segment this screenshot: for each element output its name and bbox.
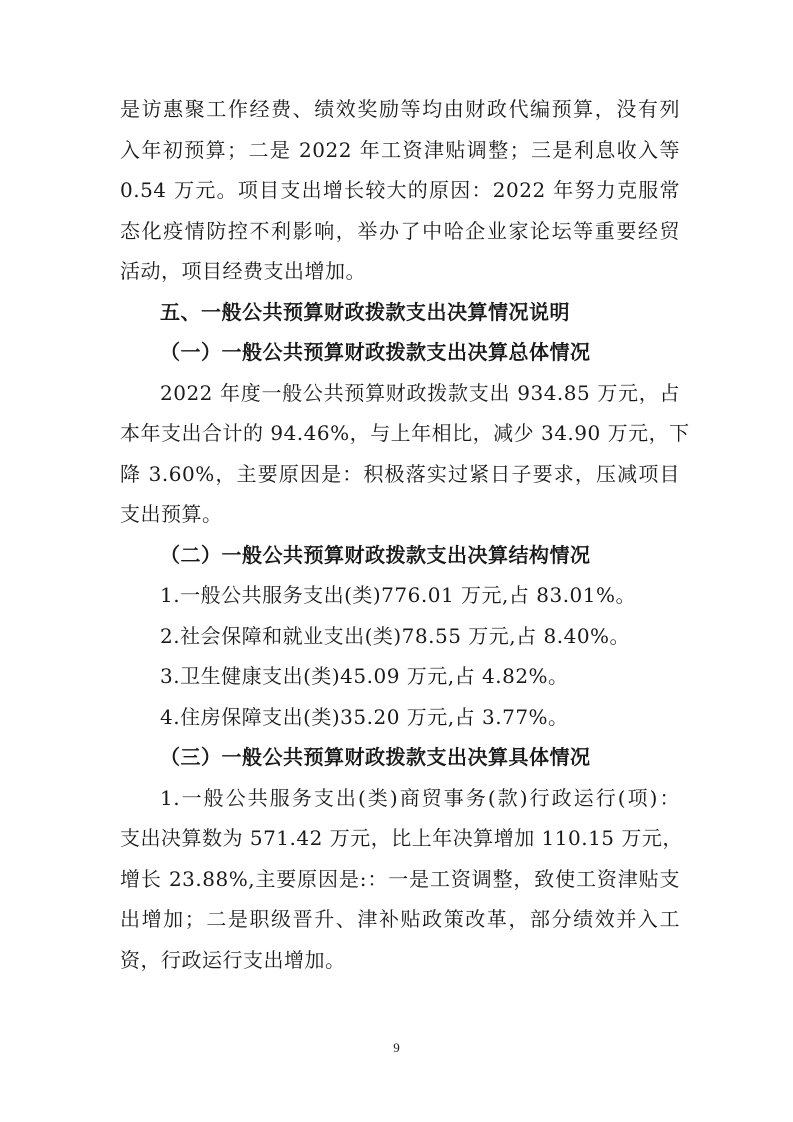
paragraph-line: 入年初预算；二是 2022 年工资津贴调整；三是利息收入等 (120, 138, 680, 162)
paragraph-line: 1.一般公共服务支出(类)商贸事务(款)行政运行(项)： (160, 786, 680, 810)
paragraph-line: 2022 年度一般公共预算财政拨款支出 934.85 万元，占 (160, 381, 680, 405)
subsection-heading: （三）一般公共预算财政拨款支出决算具体情况 (160, 745, 591, 769)
paragraph-line: 活动，项目经费支出增加。 (120, 259, 366, 283)
list-item: 3.卫生健康支出(类)45.09 万元,占 4.82%。 (160, 664, 569, 688)
paragraph-line: 支出决算数为 571.42 万元，比上年决算增加 110.15 万元， (120, 826, 683, 850)
subsection-heading: （一）一般公共预算财政拨款支出决算总体情况 (160, 340, 591, 364)
subsection-heading: （二）一般公共预算财政拨款支出决算结构情况 (160, 543, 591, 567)
paragraph-line: 支出预算。 (120, 502, 223, 526)
paragraph-line: 本年支出合计的 94.46%，与上年相比，减少 34.90 万元，下 (120, 421, 690, 445)
paragraph-line: 态化疫情防控不利影响，举办了中哈企业家论坛等重要经贸 (120, 219, 680, 243)
list-item: 1.一般公共服务支出(类)776.01 万元,占 83.01%。 (160, 583, 636, 607)
paragraph-line: 出增加；二是职级晋升、津补贴政策改革，部分绩效并入工 (120, 907, 680, 931)
section-heading: 五、一般公共预算财政拨款支出决算情况说明 (160, 300, 570, 324)
list-item: 2.社会保障和就业支出(类)78.55 万元,占 8.40%。 (160, 624, 631, 648)
paragraph-line: 降 3.60%，主要原因是：积极落实过紧日子要求，压减项目 (120, 462, 680, 486)
paragraph-line: 增长 23.88%,主要原因是:：一是工资调整，致使工资津贴支 (120, 867, 680, 891)
paragraph-line: 是访惠聚工作经费、绩效奖励等均由财政代编预算，没有列 (120, 97, 680, 121)
paragraph-line: 资，行政运行支出增加。 (120, 948, 346, 972)
paragraph-line: 0.54 万元。项目支出增长较大的原因：2022 年努力克服常 (120, 178, 680, 202)
page-number: 9 (393, 1040, 400, 1055)
list-item: 4.住房保障支出(类)35.20 万元,占 3.77%。 (160, 705, 569, 729)
